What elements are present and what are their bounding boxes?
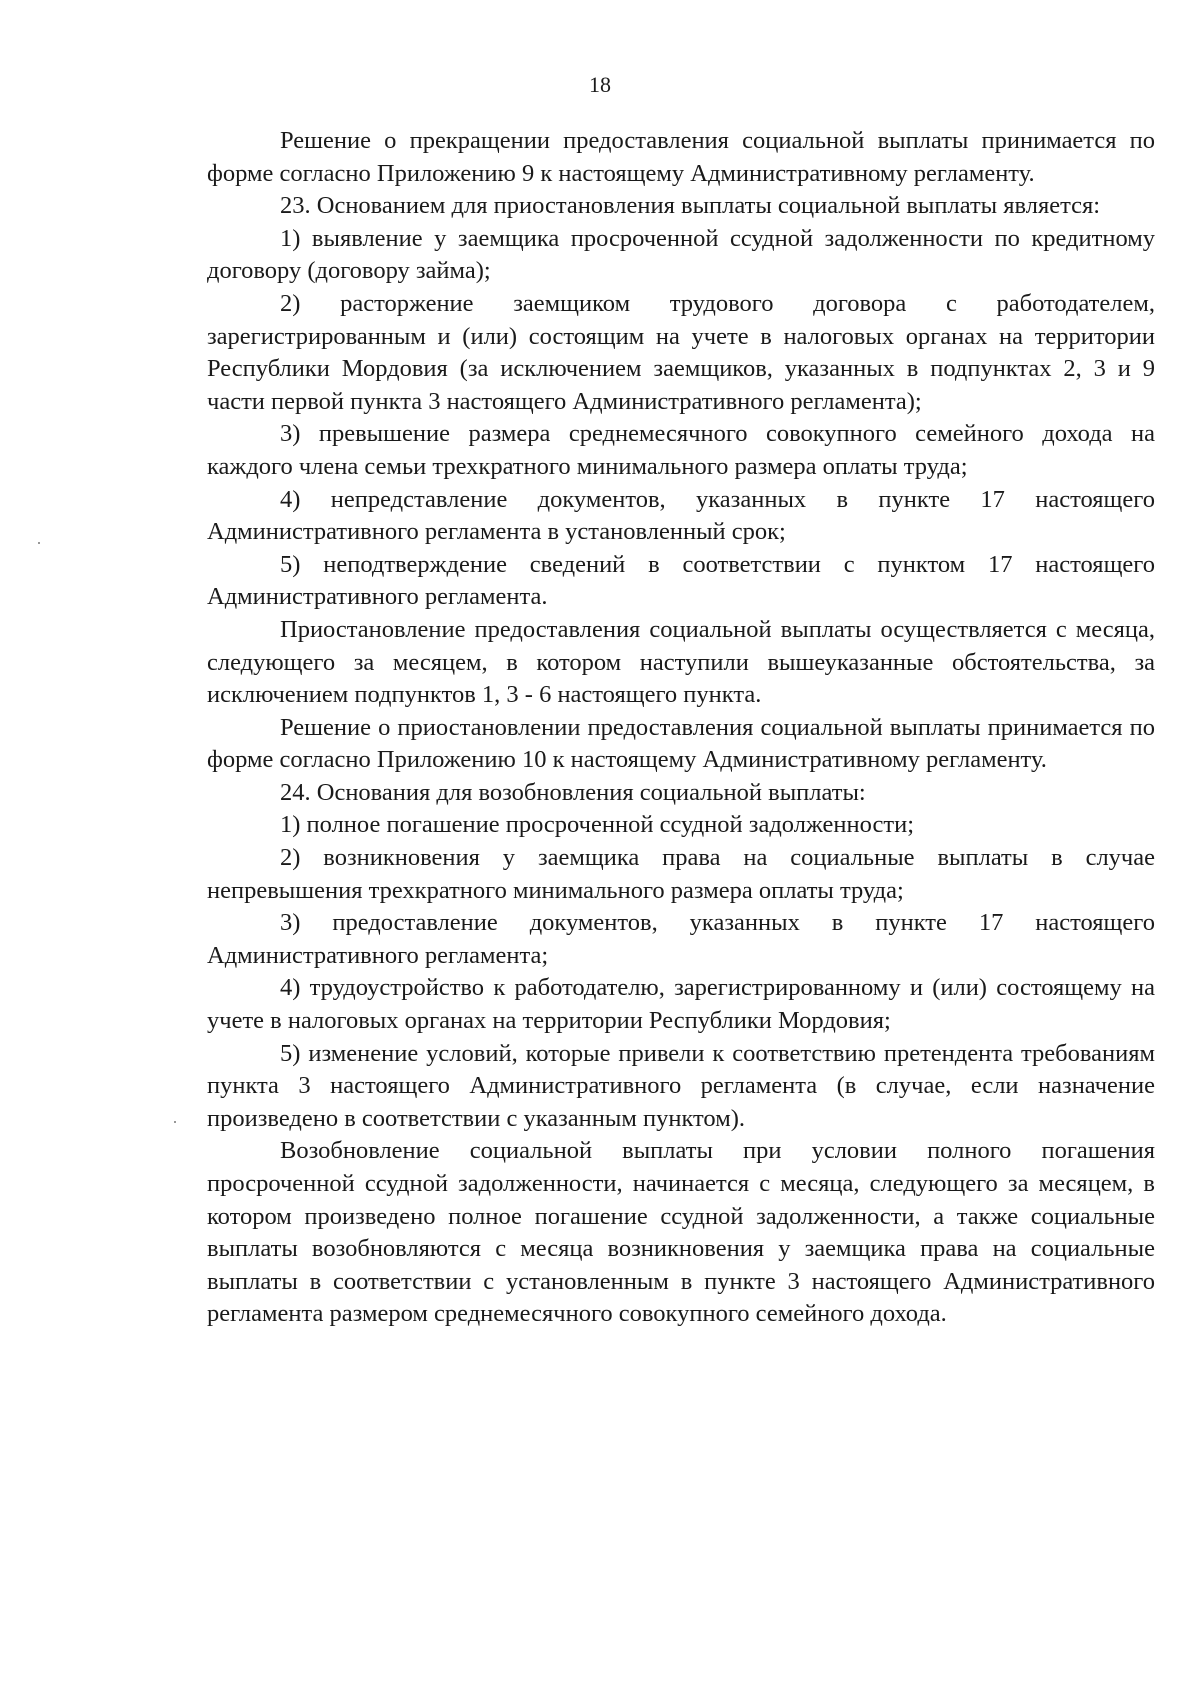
paragraph-item-23-4: 4) непредставление документов, указанных в пункте 17 настоящего Административного регламента в установленный срок; (207, 485, 1155, 546)
paragraph-item-24-2: 2) возникновения у заемщика права на социальные выплаты в случае непревышения трехкратного минимального размера оплаты труда; (207, 844, 1155, 904)
scan-speck (174, 1121, 176, 1123)
scan-speck (38, 542, 40, 544)
paragraph-resumption-terms: Возобновление социальной выплаты при условии полного погашения просроченной ссудной задолженности, начинается с месяца, следующего за месяцем, в котором произведено полное погашение ссудной задолженности, а также социальные выплаты возобновляются с месяца возникновения у заемщика права на социальные выплаты в соответствии с установленным в пункте 3 настоящего Административного регламента размером среднемесячного совокупного семейного дохода. (207, 1137, 1155, 1328)
page-number: 18 (589, 72, 611, 97)
paragraph-item-24-5: 5) изменение условий, которые привели к соответствию претендента требованиям пункта 3 настоящего Административного регламента (в случае, если назначение произведено в соответствии с указанным пунктом). (207, 1039, 1155, 1132)
paragraph-item-24-heading: 24. Основания для возобновления социальной выплаты: (280, 778, 866, 806)
paragraph-termination-decision: Решение о прекращении предоставления социальной выплаты принимается по форме согласно Приложению 9 к настоящему Административному регламенту. (207, 127, 1155, 187)
paragraph-item-23-5: 5) неподтверждение сведений в соответствии с пунктом 17 настоящего Административного регламента. (207, 550, 1155, 611)
paragraph-suspension-start: Приостановление предоставления социальной выплаты осуществляется с месяца, следующего за месяцем, в котором наступили вышеуказанные обстоятельства, за исключением подпунктов 1, 3 - 6 настоящего пункта. (207, 615, 1155, 709)
paragraph-item-23-1: 1) выявление у заемщика просроченной ссудной задолженности по кредитному договору (договору займа); (207, 224, 1155, 285)
paragraph-item-23-2: 2) расторжение заемщиком трудового договора с работодателем, зарегистрированным и (или) состоящим на учете в налоговых органах на территории Республики Мордовия (за исключением заемщиков, указанных в подпунктах 2, 3 и 9 части первой пункта 3 настоящего Административного регламента); (207, 289, 1155, 415)
paragraph-item-24-3: 3) предоставление документов, указанных в пункте 17 настоящего Административного регламента; (207, 909, 1155, 969)
document-body (207, 125, 1155, 1331)
paragraph-item-24-1: 1) полное погашение просроченной ссудной задолженности; (280, 811, 914, 839)
paragraph-item-24-4: 4) трудоустройство к работодателю, зарегистрированному и (или) состоящему на учете в налоговых органах на территории Республики Мордовия; (207, 974, 1155, 1035)
paragraph-item-23-heading: 23. Основанием для приостановления выплаты социальной выплаты является: (280, 192, 1101, 220)
paragraph-suspension-decision: Решение о приостановлении предоставления социальной выплаты принимается по форме согласно Приложению 10 к настоящему Административному регламенту. (207, 713, 1155, 774)
paragraph-item-23-3: 3) превышение размера среднемесячного совокупного семейного дохода на каждого члена семьи трехкратного минимального размера оплаты труда; (207, 420, 1155, 480)
